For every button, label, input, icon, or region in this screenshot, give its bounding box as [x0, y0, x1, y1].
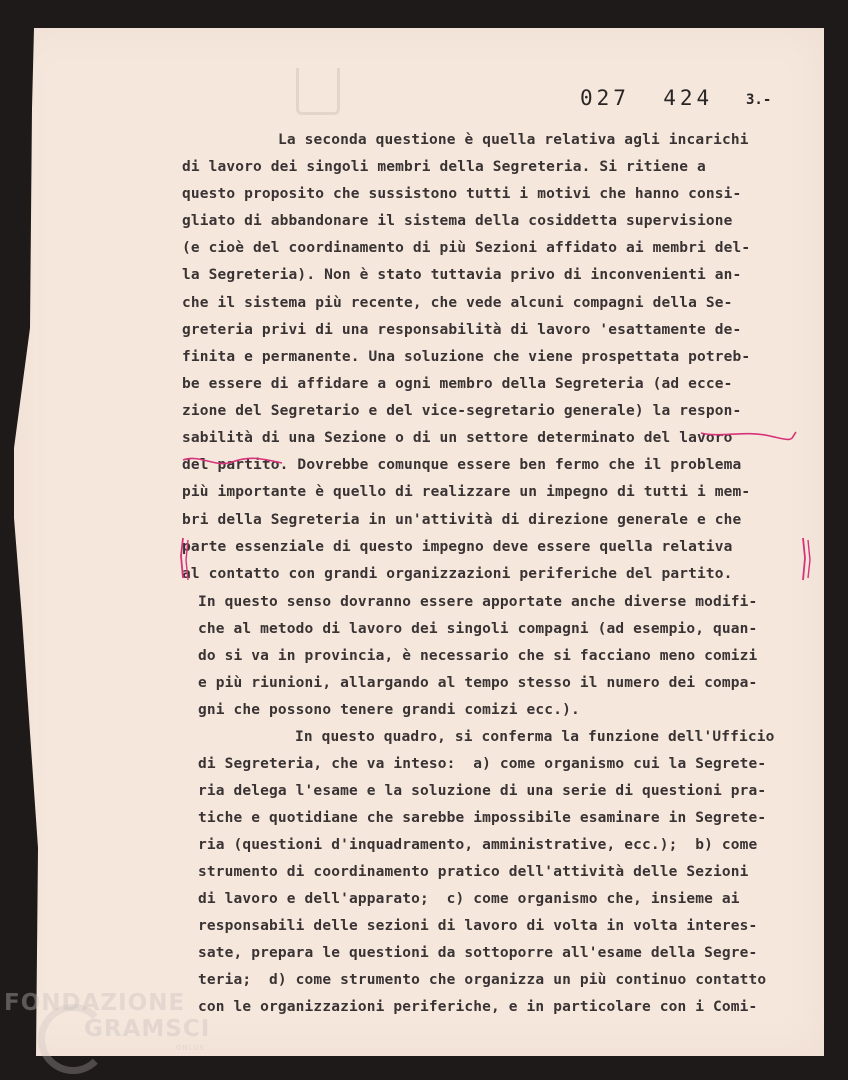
- text-line: bri della Segreteria in un'attività di direzione generale e che: [182, 512, 742, 528]
- text-line: ria delega l'esame e la soluzione di una serie di questioni pra-: [198, 783, 767, 799]
- text-line: greteria privi di una responsabilità di lavoro 'esattamente de-: [182, 322, 742, 338]
- text-line: parte essenziale di questo impegno deve essere quella relativa: [182, 539, 733, 555]
- archive-number: 027 424: [580, 86, 714, 110]
- text-line: di lavoro e dell'apparato; c) come organismo che, insieme ai: [198, 891, 740, 907]
- text-line: do si va in provincia, è necessario che si facciano meno comizi: [198, 648, 758, 664]
- text-line: La seconda questione è quella relativa agli incarichi: [278, 132, 749, 148]
- underline-annotation-1: [701, 432, 796, 439]
- text-line: finita e permanente. Una soluzione che viene prospettata potreb-: [182, 349, 751, 365]
- text-line: questo proposito che sussistono tutti i motivi che hanno consi-: [182, 186, 742, 202]
- text-line: di lavoro dei singoli membri della Segreteria. Si ritiene a: [182, 159, 706, 175]
- text-line: strumento di coordinamento pratico dell'attività delle Sezioni: [198, 864, 749, 880]
- text-line: e più riunioni, allargando al tempo stesso il numero dei compa-: [198, 675, 758, 691]
- text-line: gni che possono tenere grandi comizi ecc.).: [198, 702, 580, 718]
- text-line: la Segreteria). Non è stato tuttavia privo di inconvenienti an-: [182, 267, 742, 283]
- text-line: più importante è quello di realizzare un impegno di tutti i mem-: [182, 484, 751, 500]
- text-line: In questo senso dovranno essere apportate anche diverse modifi-: [198, 594, 758, 610]
- watermark-line-1: FONDAZIONE: [4, 990, 186, 1016]
- text-line: al contatto con grandi organizzazioni periferiche del partito.: [182, 566, 733, 582]
- text-line: tiche e quotidiane che sarebbe impossibile esaminare in Segrete-: [198, 810, 767, 826]
- text-line: be essere di affidare a ogni membro della Segreteria (ad ecce-: [182, 376, 733, 392]
- text-line: sabilità di una Sezione o di un settore determinato del lavoro: [182, 430, 733, 446]
- text-line: responsabili delle sezioni di lavoro di volta in volta interes-: [198, 918, 758, 934]
- underline-annotation-2: [183, 458, 282, 463]
- text-line: zione del Segretario e del vice-segretario generale) la respon-: [182, 403, 742, 419]
- text-line: che al metodo di lavoro dei singoli compagni (ad esempio, quan-: [198, 621, 758, 637]
- watermark-line-2: GRAMSCI: [84, 1016, 211, 1042]
- text-line: teria; d) come strumento che organizza un più continuo contatto: [198, 972, 767, 988]
- margin-bracket-left: [181, 538, 183, 578]
- text-line: sate, prepara le questioni da sottoporre all'esame della Segre-: [198, 945, 758, 961]
- text-line: gliato di abbandonare il sistema della cosiddetta supervisione: [182, 213, 733, 229]
- fondazione-gramsci-watermark: [4, 986, 214, 1066]
- watermark-sub: ONLUS: [176, 1044, 205, 1052]
- text-line: di Segreteria, che va inteso: a) come organismo cui la Segrete-: [198, 756, 767, 772]
- page-number: 3.-: [746, 92, 772, 108]
- text-line: con le organizzazioni periferiche, e in particolare con i Comi-: [198, 999, 758, 1015]
- margin-bracket-left-2: [186, 540, 188, 580]
- text-line: che il sistema più recente, che vede alcuni compagni della Se-: [182, 295, 733, 311]
- text-line: ria (questioni d'inquadramento, amministrative, ecc.); b) come: [198, 837, 758, 853]
- text-line: In questo quadro, si conferma la funzione dell'Ufficio: [295, 729, 775, 745]
- text-line: del partito. Dovrebbe comunque essere ben fermo che il problema: [182, 457, 742, 473]
- margin-bracket-right: [803, 538, 805, 580]
- text-line: (e cioè del coordinamento di più Sezioni affidato ai membri del-: [182, 240, 751, 256]
- margin-bracket-right-2: [808, 540, 810, 578]
